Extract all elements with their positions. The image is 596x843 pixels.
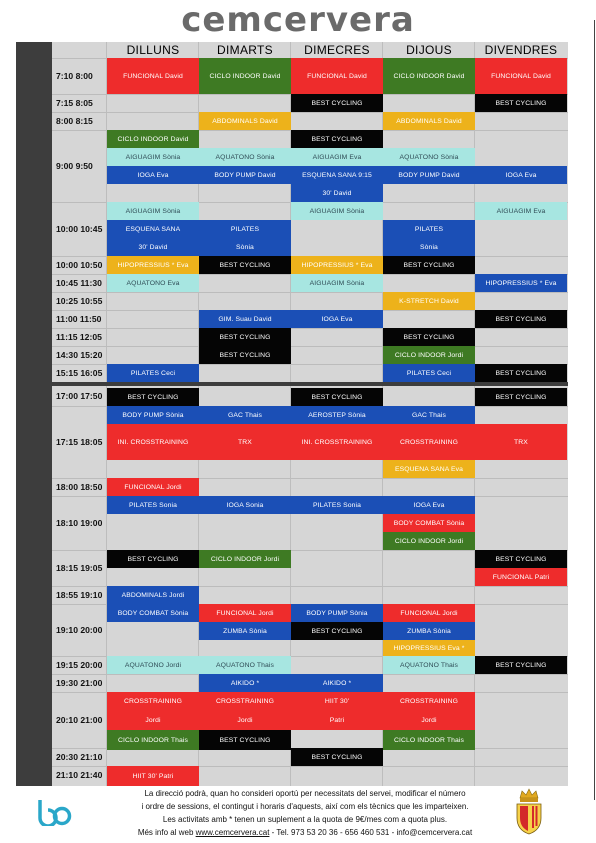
time-slot-label: 8:00 8:15 [56, 116, 93, 126]
session-block: Jordi [383, 710, 475, 730]
day-header-dimarts: DIMARTS [217, 43, 273, 57]
time-slot-label: 17:00 17:50 [56, 391, 103, 401]
time-slot-label: 9:00 9:50 [56, 161, 93, 171]
session-block: AIGUAGIM Eva [475, 202, 567, 220]
row-divider [52, 292, 568, 293]
session-block: BEST CYCLING [107, 388, 199, 406]
session-block: FUNCIONAL Jordi [383, 604, 475, 622]
session-block: Sònia [199, 238, 291, 256]
session-block: BEST CYCLING [291, 130, 383, 148]
footer-info-prefix: Més info al web [137, 828, 196, 837]
time-slot-label: 11:00 11:50 [56, 314, 102, 324]
time-slot-label: 18:00 18:50 [56, 482, 103, 492]
session-block: AIGUAGIM Sònia [291, 202, 383, 220]
time-slot-label: 19:10 20:00 [56, 625, 103, 635]
session-block: FUNCIONAL David [291, 58, 383, 94]
session-block: IOGA Eva [107, 166, 199, 184]
footer-line-1: La direcció podrà, quan ho consideri oportú per necessitats del servei, modificar el número [144, 789, 466, 798]
session-block: BEST CYCLING [475, 550, 567, 568]
session-block: AQUATONO Eva [107, 274, 199, 292]
session-block: Patri [291, 710, 383, 730]
session-block: BEST CYCLING [199, 346, 291, 364]
time-slot-label: 7:15 8:05 [56, 98, 93, 108]
session-block: ZUMBA Sònia [383, 622, 475, 640]
session-block: HIPOPRESSIUS * Eva [291, 256, 383, 274]
session-block: BEST CYCLING [383, 328, 475, 346]
session-block: INI. CROSSTRAINING [291, 424, 383, 460]
session-block: BEST CYCLING [291, 622, 383, 640]
session-block: CROSSTRAINING [199, 692, 291, 710]
session-block: GAC Thais [199, 406, 291, 424]
session-block: ABDOMINALS David [383, 112, 475, 130]
day-header-dijous: DIJOUS [406, 43, 452, 57]
coat-of-arms-icon [514, 788, 544, 836]
session-block: BEST CYCLING [475, 388, 567, 406]
time-slot-label: 18:15 19:05 [56, 563, 103, 573]
session-block: IOGA Sonia [199, 496, 291, 514]
footer-line-2: i ordre de sessions, el contingut i horaris d'aquests, així com els tècnics que les imparteixen. [141, 802, 469, 811]
footer-contact-info: - Tel. 973 53 20 36 - 656 460 531 - info@cemcervera.cat [269, 828, 473, 837]
brand-logo: cemcervera [181, 0, 415, 40]
left-sidebar-bar [16, 42, 52, 786]
session-block: ESQUENA SANA [107, 220, 199, 238]
session-block: FUNCIONAL David [107, 58, 199, 94]
time-slot-label: 11:15 12:05 [56, 332, 102, 342]
website-link[interactable]: www.cemcervera.cat [195, 828, 270, 837]
session-block: PILATES Sonia [291, 496, 383, 514]
session-block: AQUATONO Sònia [383, 148, 475, 166]
session-block: AIGUAGIM Eva [291, 148, 383, 166]
session-block: CICLO INDOOR David [199, 58, 291, 94]
footer-contact [105, 826, 505, 839]
session-block: PILATES [199, 220, 291, 238]
session-block: PILATES Sonia [107, 496, 199, 514]
session-block: HIPOPRESSIUS * Eva [107, 256, 199, 274]
session-block: BODY PUMP Sònia [107, 406, 199, 424]
session-block: BEST CYCLING [475, 310, 567, 328]
footer-note [105, 787, 505, 839]
session-block: AEROSTEP Sònia [291, 406, 383, 424]
time-slot-label: 17:15 18:05 [56, 437, 103, 447]
session-block: HIIT 30' Patri [107, 766, 199, 786]
bo-logo-icon [36, 798, 72, 826]
session-block: BODY PUMP David [199, 166, 291, 184]
session-block: CICLO INDOOR Jordi [383, 346, 475, 364]
session-block: CICLO INDOOR Jordi [383, 532, 475, 550]
time-slot-label: 18:55 19:10 [56, 590, 103, 600]
session-block: CICLO INDOOR Thais [107, 730, 199, 750]
day-header-dilluns: DILLUNS [126, 43, 180, 57]
session-block: IOGA Eva [475, 166, 567, 184]
time-slot-label: 21:10 21:40 [56, 770, 103, 780]
session-block: BODY COMBAT Sònia [107, 604, 199, 622]
session-block: AIKIDO * [199, 674, 291, 692]
session-block: TRX [475, 424, 567, 460]
time-slot-label: 10:45 11:30 [56, 278, 102, 288]
session-block: CICLO INDOOR Thais [383, 730, 475, 750]
session-block: TRX [199, 424, 291, 460]
session-block: GAC Thais [383, 406, 475, 424]
footer-line-3: Les activitats amb * tenen un suplement a la quota de 9€/mes com a quota plus. [162, 815, 448, 824]
session-block: Jordi [199, 710, 291, 730]
session-block: PILATES Ceci [107, 364, 199, 382]
session-block: BEST CYCLING [199, 730, 291, 750]
session-block: BODY PUMP Sònia [291, 604, 383, 622]
session-block: K-STRETCH David [383, 292, 475, 310]
time-slot-label: 20:30 21:10 [56, 752, 103, 762]
session-block: ABDOMINALS David [199, 112, 291, 130]
session-block: GIM. Suau David [199, 310, 291, 328]
session-block: HIIT 30' [291, 692, 383, 710]
session-block: FUNCIONAL Patri [475, 568, 567, 586]
session-block: ESQUENA SANA Eva [383, 460, 475, 478]
session-block: AQUATONO Thais [383, 656, 475, 674]
session-block: IOGA Eva [383, 496, 475, 514]
session-block: BEST CYCLING [291, 94, 383, 112]
time-slot-label: 10:00 10:45 [56, 224, 103, 234]
session-block: CICLO INDOOR Jordi [199, 550, 291, 568]
session-block: Sònia [383, 238, 475, 256]
session-block: BEST CYCLING [199, 256, 291, 274]
session-block: CROSSTRAINING [383, 692, 475, 710]
session-block: 30' David [107, 238, 199, 256]
row-divider [52, 112, 568, 113]
session-block: AIGUAGIM Sònia [107, 148, 199, 166]
session-block: FUNCIONAL Jordi [107, 478, 199, 496]
session-block: HIPOPRESSIUS * Eva [475, 274, 567, 292]
session-block: Jordi [107, 710, 199, 730]
time-slot-label: 10:25 10:55 [56, 296, 103, 306]
afternoon-divider [52, 382, 568, 386]
session-block: FUNCIONAL Jordi [199, 604, 291, 622]
session-block: 30' David [291, 184, 383, 202]
session-block: PILATES Ceci [383, 364, 475, 382]
session-block: INI. CROSSTRAINING [107, 424, 199, 460]
session-block: ZUMBA Sònia [199, 622, 291, 640]
session-block: BODY COMBAT Sònia [383, 514, 475, 532]
session-block: FUNCIONAL David [475, 58, 567, 94]
time-slot-label: 10:00 10:50 [56, 260, 103, 270]
session-block: HIPOPRESSIUS Eva * [383, 640, 475, 656]
session-block: CICLO INDOOR David [383, 58, 475, 94]
day-header-divendres: DIVENDRES [484, 43, 558, 57]
session-block: CROSSTRAINING [107, 692, 199, 710]
session-block: ESQUENA SANA 9:15 [291, 166, 383, 184]
session-block: ABDOMINALS Jordi [107, 586, 199, 604]
time-slot-label: 19:15 20:00 [56, 660, 103, 670]
session-block: BEST CYCLING [291, 388, 383, 406]
session-block: BEST CYCLING [475, 364, 567, 382]
time-slot-label: 7:10 8:00 [56, 71, 93, 81]
day-header-dimecres: DIMECRES [304, 43, 370, 57]
row-divider [52, 328, 568, 329]
session-block: BEST CYCLING [475, 656, 567, 674]
session-block: CICLO INDOOR David [107, 130, 199, 148]
session-block: AQUATONO Jordi [107, 656, 199, 674]
session-block: AIGUAGIM Sònia [291, 274, 383, 292]
row-divider [52, 346, 568, 347]
session-block: IOGA Eva [291, 310, 383, 328]
session-block: CROSSTRAINING [383, 424, 475, 460]
session-block: AQUATONO Thais [199, 656, 291, 674]
session-block: BODY PUMP David [383, 166, 475, 184]
session-block: PILATES [383, 220, 475, 238]
session-block: BEST CYCLING [199, 328, 291, 346]
time-slot-label: 20:10 21:00 [56, 715, 103, 725]
session-block: BEST CYCLING [291, 748, 383, 766]
session-block: AQUATONO Sònia [199, 148, 291, 166]
session-block: BEST CYCLING [383, 256, 475, 274]
session-block: AIKIDO * [291, 674, 383, 692]
session-block: BEST CYCLING [107, 550, 199, 568]
time-slot-label: 14:30 15:20 [56, 350, 103, 360]
page-edge-line [594, 20, 595, 800]
time-slot-label: 18:10 19:00 [56, 518, 103, 528]
time-slot-label: 19:30 21:00 [56, 678, 103, 688]
session-block: AIGUAGIM Sònia [107, 202, 199, 220]
time-slot-label: 15:15 16:05 [56, 368, 103, 378]
session-block: BEST CYCLING [475, 94, 567, 112]
